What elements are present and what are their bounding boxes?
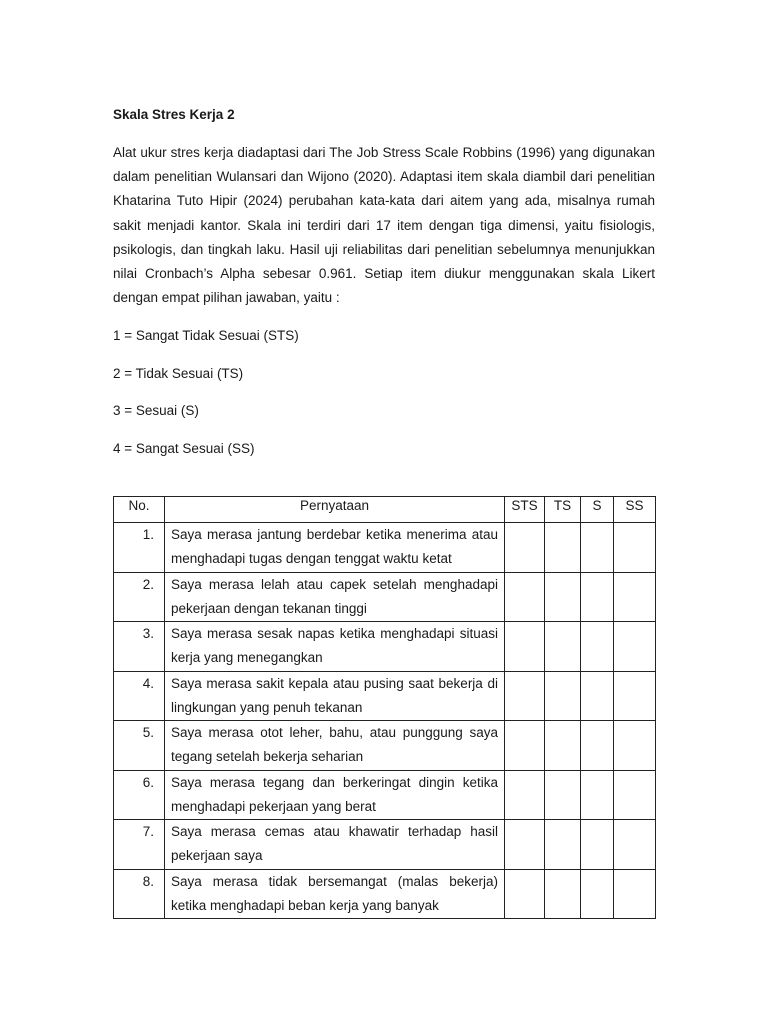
- answer-cell-ss[interactable]: [614, 671, 656, 721]
- answer-cell-s[interactable]: [581, 820, 614, 870]
- item-number: 6.: [114, 770, 165, 820]
- answer-cell-ss[interactable]: [614, 572, 656, 622]
- table-row: [114, 622, 656, 672]
- answer-cell-ts[interactable]: [545, 671, 581, 721]
- scale-option-2: 2 = Tidak Sesuai (TS): [113, 366, 244, 381]
- scale-option-1: 1 = Sangat Tidak Sesuai (STS): [113, 328, 299, 343]
- answer-cell-ss[interactable]: [614, 820, 656, 870]
- answer-cell-s[interactable]: [581, 622, 614, 672]
- item-statement: Saya merasa tegang dan berkeringat dingin ketika menghadapi pekerjaan yang berat: [165, 770, 505, 820]
- header-s: S: [581, 497, 614, 523]
- stress-scale-table: [113, 496, 656, 919]
- item-number: 3.: [114, 622, 165, 672]
- answer-cell-ss[interactable]: [614, 622, 656, 672]
- header-ts: TS: [545, 497, 581, 523]
- answer-cell-sts[interactable]: [505, 869, 545, 919]
- answer-cell-ts[interactable]: [545, 820, 581, 870]
- item-number: 2.: [114, 572, 165, 622]
- answer-cell-ts[interactable]: [545, 721, 581, 771]
- table-row: [114, 671, 656, 721]
- table-row: [114, 572, 656, 622]
- item-statement: Saya merasa tidak bersemangat (malas bekerja) ketika menghadapi beban kerja yang banyak: [165, 869, 505, 919]
- answer-cell-s[interactable]: [581, 671, 614, 721]
- answer-cell-sts[interactable]: [505, 820, 545, 870]
- answer-cell-sts[interactable]: [505, 671, 545, 721]
- answer-cell-sts[interactable]: [505, 770, 545, 820]
- table-row: [114, 523, 656, 573]
- answer-cell-ts[interactable]: [545, 770, 581, 820]
- table-row: [114, 770, 656, 820]
- item-statement: Saya merasa sakit kepala atau pusing saat bekerja di lingkungan yang penuh tekanan: [165, 671, 505, 721]
- item-statement: Saya merasa lelah atau capek setelah menghadapi pekerjaan dengan tekanan tinggi: [165, 572, 505, 622]
- header-statement: Pernyataan: [165, 497, 505, 523]
- answer-cell-ts[interactable]: [545, 622, 581, 672]
- answer-cell-s[interactable]: [581, 869, 614, 919]
- header-no: No.: [114, 497, 165, 523]
- header-sts: STS: [505, 497, 545, 523]
- item-statement: Saya merasa otot leher, bahu, atau punggung saya tegang setelah bekerja seharian: [165, 721, 505, 771]
- header-ss: SS: [614, 497, 656, 523]
- item-number: 4.: [114, 671, 165, 721]
- answer-cell-s[interactable]: [581, 523, 614, 573]
- item-number: 7.: [114, 820, 165, 870]
- answer-cell-ss[interactable]: [614, 869, 656, 919]
- answer-cell-ss[interactable]: [614, 721, 656, 771]
- table-row: [114, 820, 656, 870]
- answer-cell-sts[interactable]: [505, 721, 545, 771]
- answer-cell-sts[interactable]: [505, 572, 545, 622]
- table-row: [114, 721, 656, 771]
- table-row: [114, 869, 656, 919]
- item-number: 5.: [114, 721, 165, 771]
- scale-option-3: 3 = Sesuai (S): [113, 403, 199, 418]
- answer-cell-ss[interactable]: [614, 770, 656, 820]
- item-number: 8.: [114, 869, 165, 919]
- intro-paragraph: Alat ukur stres kerja diadaptasi dari The Job Stress Scale Robbins (1996) yang digunakan dalam penelitian Wulansari dan Wijono (2020). Adaptasi item skala diambil dari penelitian Khatarina Tuto Hipir (2024) perubahan kata-kata dari aitem yang ada, misalnya rumah sakit menjadi kantor. Skala ini terdiri dari 17 item dengan tiga dimensi, yaitu fisiologis, psikologis, dan tingkah laku. Hasil uji reliabilitas dari penelitian sebelumnya menunjukkan nilai Cronbach’s Alpha sebesar 0.961. Setiap item diukur menggunakan skala Likert dengan empat pilihan jawaban, yaitu :: [113, 145, 655, 306]
- item-statement: Saya merasa jantung berdebar ketika menerima atau menghadapi tugas dengan tenggat waktu ketat: [165, 523, 505, 573]
- answer-cell-ss[interactable]: [614, 523, 656, 573]
- answer-cell-ts[interactable]: [545, 572, 581, 622]
- scale-option-4: 4 = Sangat Sesuai (SS): [113, 441, 255, 456]
- answer-cell-s[interactable]: [581, 572, 614, 622]
- answer-cell-sts[interactable]: [505, 523, 545, 573]
- answer-cell-s[interactable]: [581, 770, 614, 820]
- table-header-row: [114, 497, 656, 523]
- item-statement: Saya merasa cemas atau khawatir terhadap hasil pekerjaan saya: [165, 820, 505, 870]
- answer-cell-s[interactable]: [581, 721, 614, 771]
- answer-cell-ts[interactable]: [545, 523, 581, 573]
- answer-cell-ts[interactable]: [545, 869, 581, 919]
- document-title: Skala Stres Kerja 2: [113, 107, 235, 122]
- item-number: 1.: [114, 523, 165, 573]
- answer-cell-sts[interactable]: [505, 622, 545, 672]
- item-statement: Saya merasa sesak napas ketika menghadapi situasi kerja yang menegangkan: [165, 622, 505, 672]
